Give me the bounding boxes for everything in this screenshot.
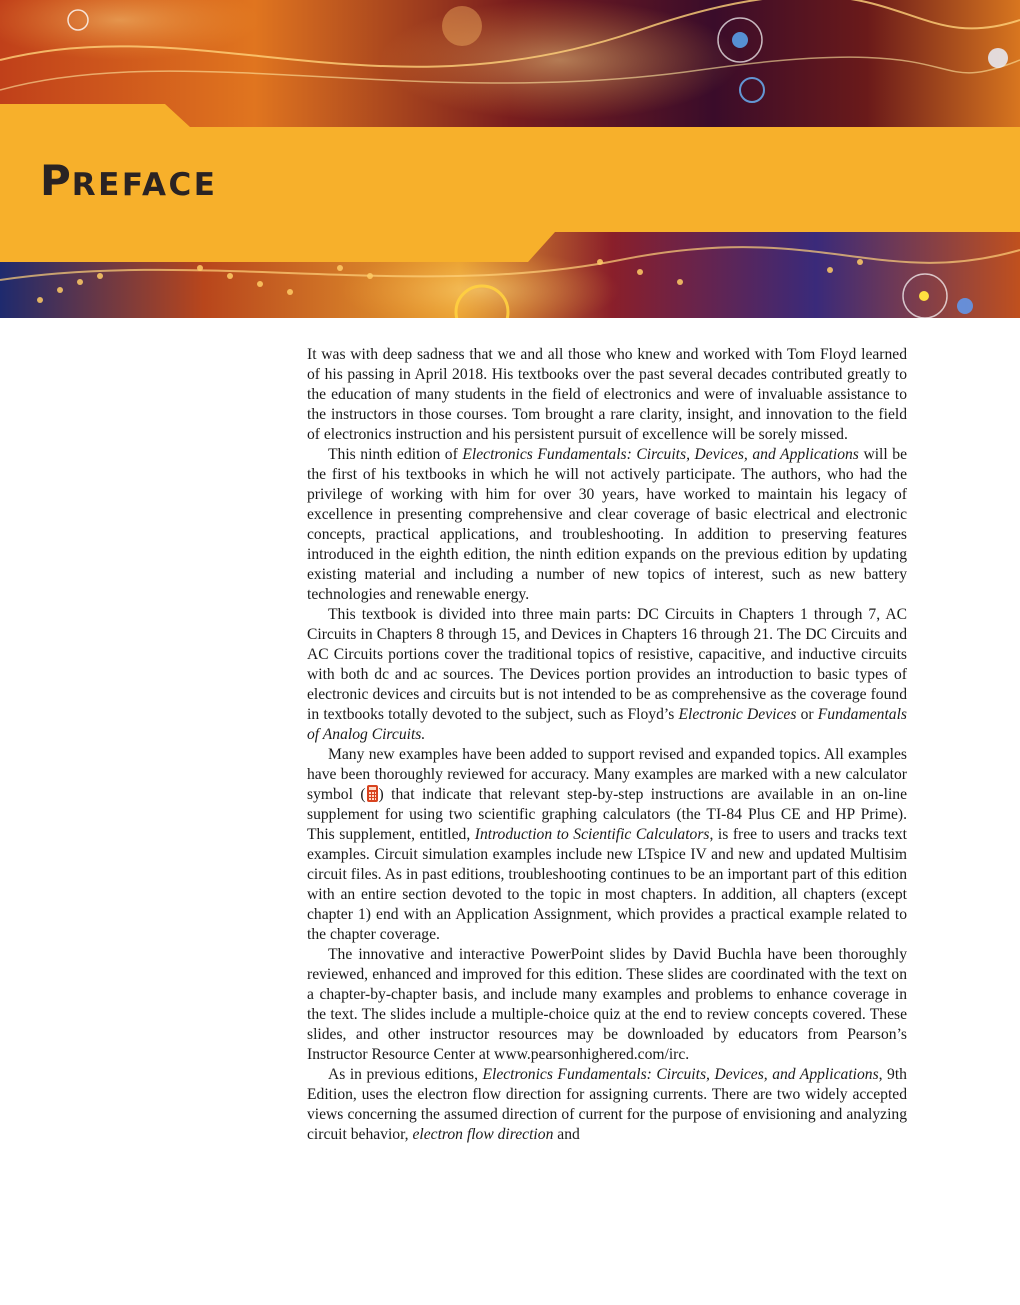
paragraph-text: It was with deep sadness that we and all those who knew and worked with Tom Floyd learned of his passing in April 2018. His textbooks over the past several decades contributed greatly to the education of many students in the field of electronics and were of invaluable assistance to the instructors in those courses. Tom brought a rare clarity, insight, and innovation to the field of electronics instruction and his persistent pursuit of excellence will be sorely missed.: [307, 346, 907, 443]
paragraph-2: [307, 445, 907, 605]
paragraph-text: or: [796, 706, 818, 723]
paragraph-text: This textbook is divided into three main parts: DC Circuits in Chapters 1 through 7, AC Circuits in Chapters 8 through 15, and Devices in Chapters 16 through 21. The DC Circuits and AC Circuits portions cover the traditional topics of resistive, capacitive, and inductive circuits with both dc and ac sources. The Devices portion provides an introduction to basic types of electronic devices and circuits but is not intended to be as comprehensive as the coverage found in textbooks totally devoted to the subject, such as Floyd’s: [307, 606, 907, 723]
book-title: Electronic Devices: [678, 706, 797, 723]
paragraph-text: , is free to users and tracks text examples. Circuit simulation examples include new LTspice IV and new and updated Multisim circuit files. As in past editions, troubleshooting continues to be an important part of this edition with an entire section devoted to the topic in most chapters. In addition, all chapters (except chapter 1) end with an Application Assignment, which provides a practical example related to the chapter coverage.: [307, 826, 907, 943]
paragraph-4: [307, 745, 907, 945]
supplement-title: Introduction to Scientific Calculators: [474, 826, 710, 843]
paragraph-5: [307, 945, 907, 1065]
page-title-initial: P: [40, 156, 72, 205]
paragraph-text: This ninth edition of: [328, 446, 463, 463]
paragraph-1: [307, 345, 907, 445]
paragraph-text: and: [553, 1126, 580, 1143]
paragraph-text: will be the first of his textbooks in which he will not actively participate. The authors, who had the privilege of working with him for over 30 years, have worked to maintain his legacy of excellence in presenting comprehensive and clear coverage of basic electrical and electronic concepts, practical applications, and troubleshooting. In addition to preserving features introduced in the eighth edition, the ninth edition expands on the previous edition by updating existing material and including a number of new topics of interest, such as new battery technologies and renewable energy.: [307, 446, 908, 603]
book-title: Electronics Fundamentals: Circuits, Devices, and Applications: [462, 446, 859, 463]
preface-banner: [0, 0, 1020, 318]
decorative-background-image: [0, 0, 1020, 318]
paragraph-text: Many new examples have been added to support revised and expanded topics. All examples have been thoroughly reviewed for accuracy. Many examples are marked with a new calculator symbol (: [307, 746, 907, 803]
page-title-rest: REFACE: [71, 167, 218, 203]
preface-body: [307, 345, 907, 1145]
paragraph-text: 9th Edition, uses the electron flow direction for assigning currents. There are two widely accepted views concerning the assumed direction of current for the purpose of envisioning and analyzing circuit behavior,: [307, 1066, 907, 1143]
paragraph-6: [307, 1065, 907, 1145]
calculator-icon: [367, 785, 378, 802]
emphasized-term: electron flow direction: [412, 1126, 554, 1143]
page-title: [40, 156, 218, 205]
paragraph-text: As in previous editions,: [328, 1066, 483, 1083]
paragraph-3: [307, 605, 907, 745]
book-title: Electronics Fundamentals: Circuits, Devices, and Applications,: [482, 1066, 883, 1083]
paragraph-text: ) that indicate that relevant step-by-step instructions are available in an on-line supplement for using two scientific graphing calculators (the TI-84 Plus CE and HP Prime). This supplement, entitled,: [307, 786, 908, 843]
paragraph-text: The innovative and interactive PowerPoint slides by David Buchla have been thoroughly reviewed, enhanced and improved for this edition. These slides are coordinated with the text on a chapter-by-chapter basis, and include many examples and problems to enhance coverage in the text. The slides include a multiple-choice quiz at the end to review concepts covered. These slides, and other instructor resources may be downloaded by educators from Pearson’s Instructor Resource Center at www.pearsonhighered.com/irc.: [307, 946, 907, 1063]
book-title: Fundamentals of Analog Circuits.: [307, 706, 907, 743]
